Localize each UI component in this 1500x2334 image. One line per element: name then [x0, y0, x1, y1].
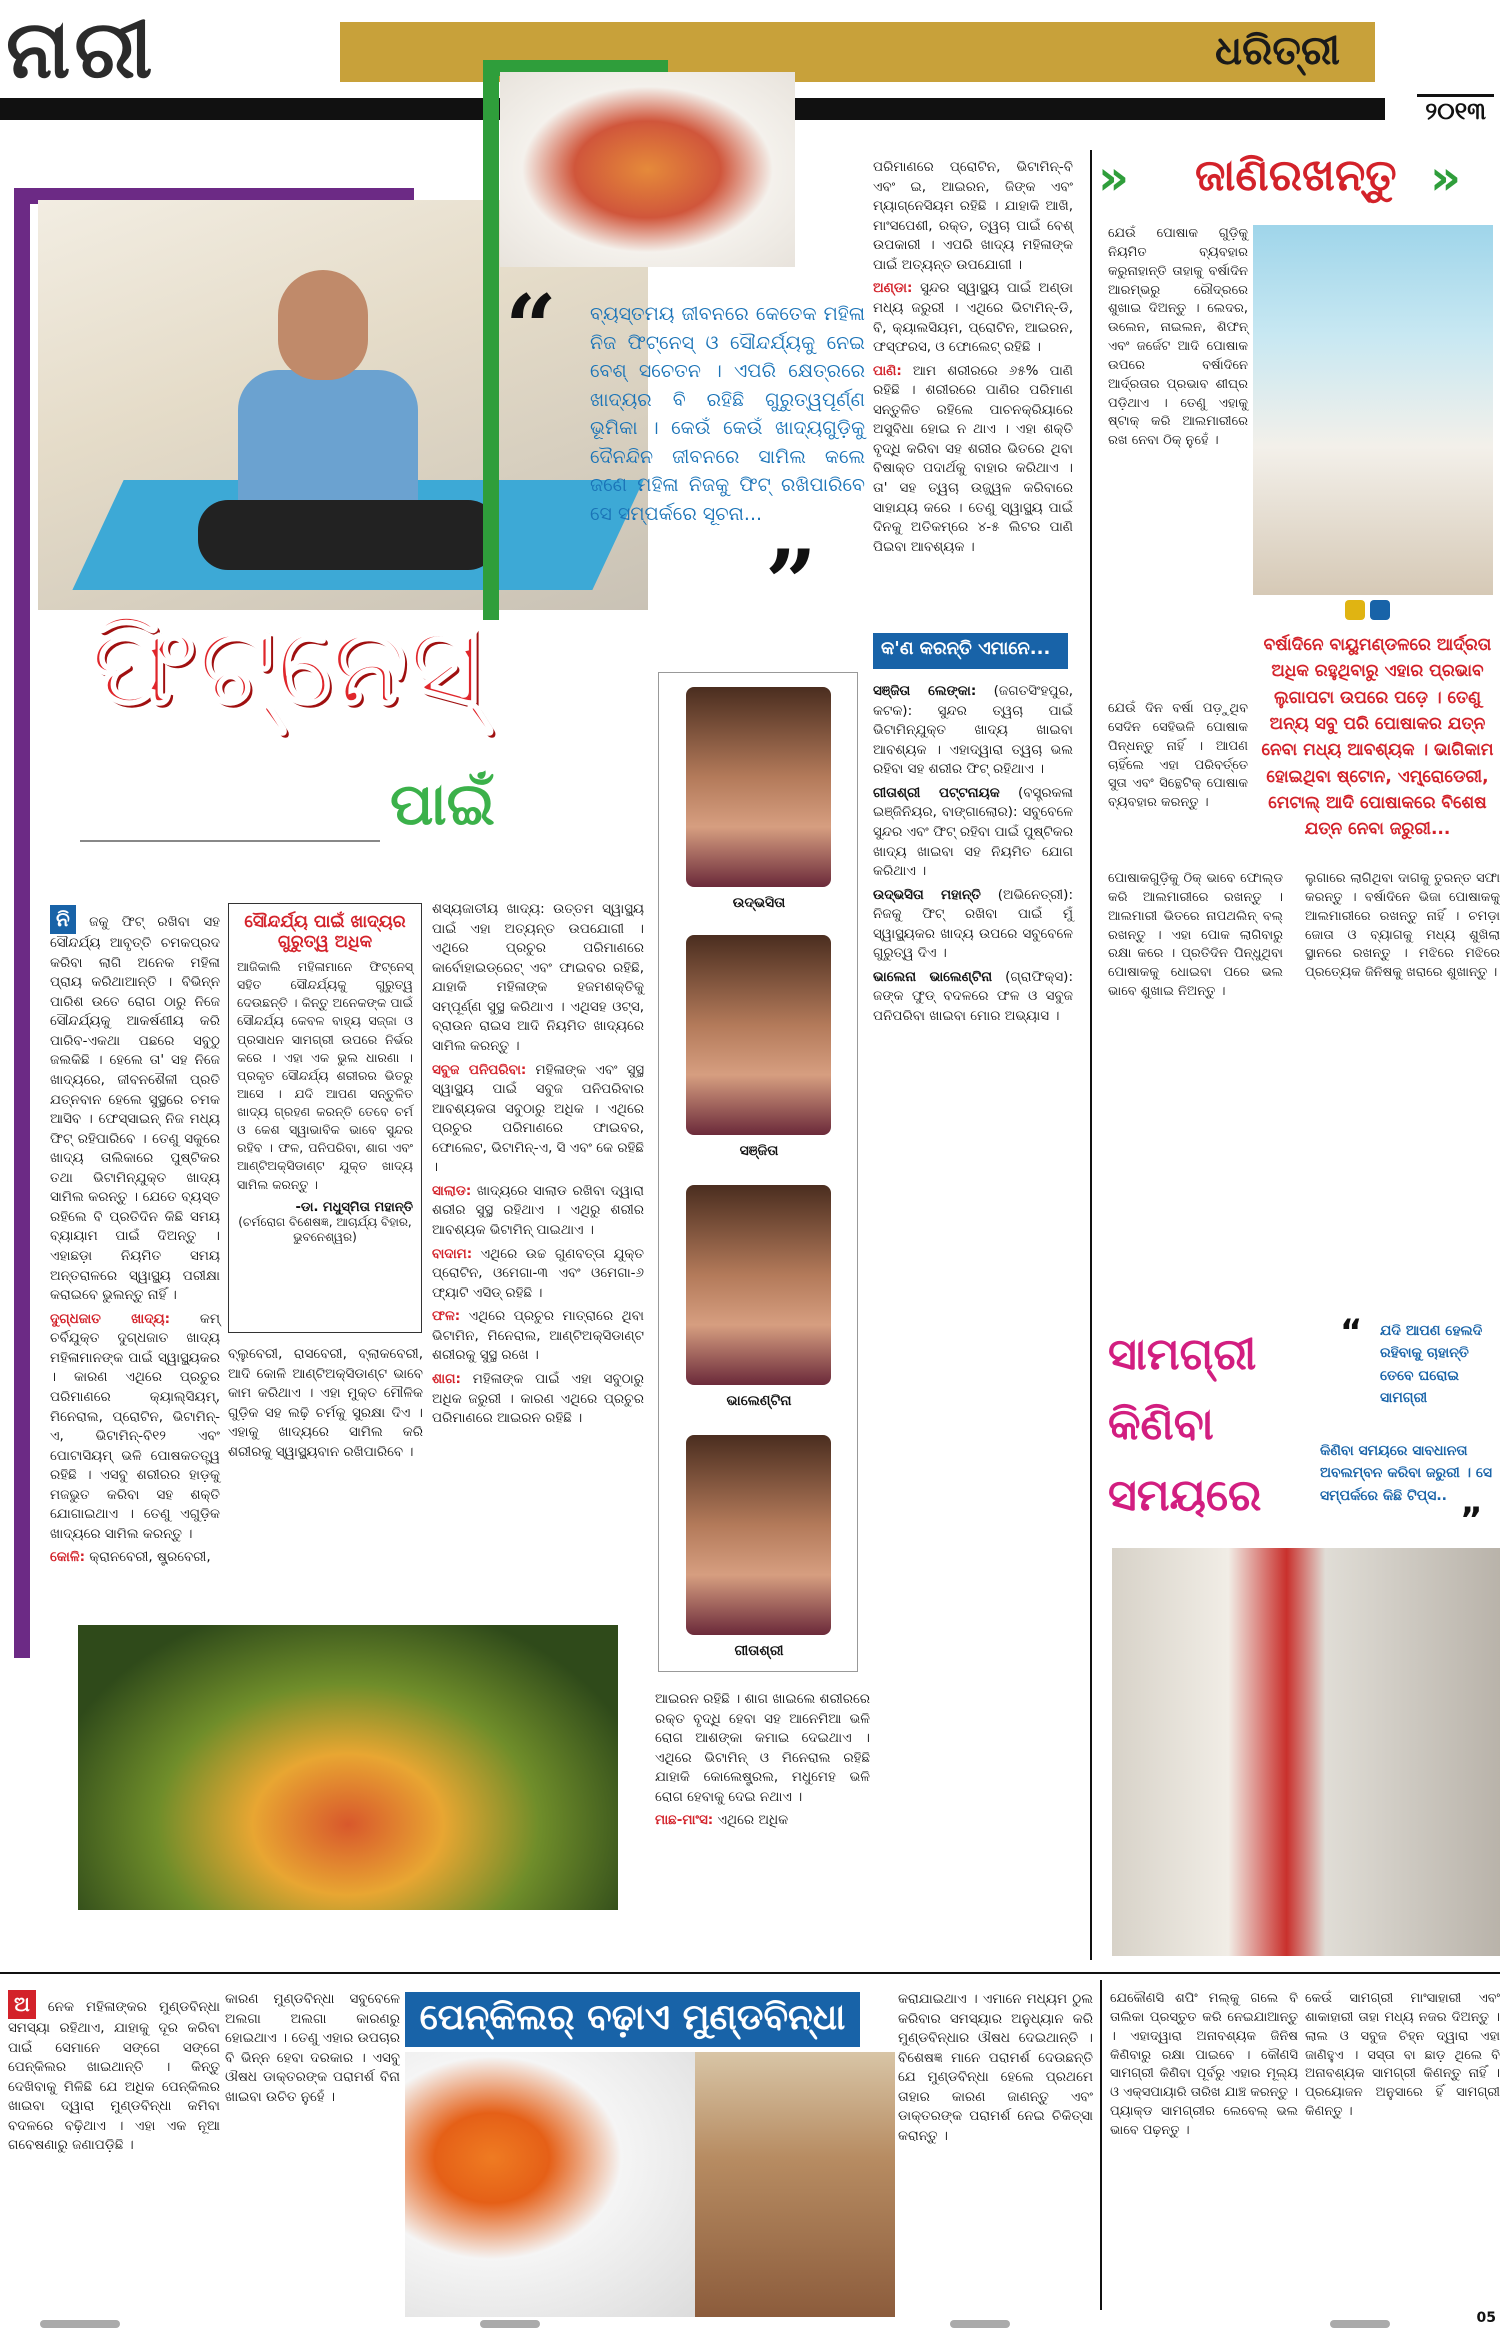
macha-label: ମାଛ-ମାଂସ: [655, 1812, 714, 1829]
article-col-1 [50, 905, 220, 1572]
jani-text-2: ଯେଉଁ ଦିନ ବର୍ଷା ପଡ଼ୁଥିବ ସେଦିନ ସେହିଭଳି ପୋଷାକ ପିନ୍ଧନ୍ତୁ ନାହିଁ । ଆପଣ ଚାହିଁଲେ ଏହା ପରିବର୍ତ୍ତେ ସୁତା ଏବଂ ସିନ୍ଥେଟିକ୍ ପୋଷାକ ବ୍ୟବହାର କରନ୍ତୁ । [1108, 701, 1248, 811]
celeb-label: ସଞ୍ଜିତା ଲେଙ୍କା: [873, 683, 977, 699]
portrait-caption: ଗୀତାଶ୍ରୀ [734, 1643, 784, 1659]
koli-label: କୋଳି: [50, 1549, 85, 1566]
chevron-right-icon: » [1430, 150, 1462, 206]
celeb-label: ଉଦ୍ଭସିତା ମହାନ୍ତି [873, 886, 981, 903]
store-photo [1112, 1548, 1500, 1956]
fruit-basket-photo [78, 1625, 618, 1910]
intro-text: ଜକୁ ଫିଟ୍ ରଖିବା ସହ ସୌନ୍ଦର୍ଯ୍ୟ ଆବୃତ୍ତି ଚମକପ୍ରଦ କରିବା ଲାଗି ଅନେକ ମହିଳା ପ୍ରାୟ କରିଥାଆନ୍ତି । ବିଭିନ୍ନ ପାରିଶ ଉତେ ରୋଗ ଠାରୁ ନିଜେ ସୌନ୍ଦର୍ଯ୍ୟକୁ ଆକର୍ଷଣୀୟ କରି ପାରିବ-ଏକଥା ପଛରେ ସବୁଠୁ ଜଲକିଛି । ହେଲେ ତା' ସହ ନିଜେ ଖାଦ୍ୟରେ, ଜୀବନଶୈଳୀ ପ୍ରତି ଯତ୍ନବାନ ହେଲେ ସୁସ୍ଥରେ ଚମକ ଆସିବ । ଫେସ୍‌ସାଇନ୍‌ ନିଜ ମଧ୍ୟ ଫିଟ୍ ରହିପାରିବେ । ତେଣୁ ସକୁରେ ଖାଦ୍ୟ ତାଲିକାରେ ପୁଷ୍ଟିକର ତଥା ଭିଟାମିନ୍‌ଯୁକ୍ତ ଖାଦ୍ୟ ସାମିଲ କରନ୍ତୁ । ଯେତେ ବ୍ୟସ୍ତ ରହିଲେ ବି ପ୍ରତିଦିନ କିଛି ସମୟ ବ୍ୟାୟାମ ପାଇଁ ଦିଅନ୍ତୁ । ଏହାଛଡ଼ା ନିୟମିତ ସମୟ ଅନ୍ତରାଳରେ ସ୍ୱାସ୍ଥ୍ୟ ପରୀକ୍ଷା କରାଇବେ ଭୁଲନ୍ତୁ ନାହିଁ । [50, 914, 220, 1304]
pills-photo [405, 2052, 695, 2317]
quote-open-icon: “ [1340, 1312, 1363, 1352]
quote-open-icon: “ [505, 275, 557, 381]
bottom-col-2: କାରଣ ମୁଣ୍ଡବିନ୍ଧା ସବୁବେଳେ ଅଲଗା ଅଲଗା କାରଣରୁ ହୋଇଥାଏ । ତେଣୁ ଏହାର ଉପଚାର ବି ଭିନ୍ନ ହେବା ଦରକାର । ଏସବୁ ଔଷଧ ଡାକ୍ତରଙ୍କ ପରାମର୍ଶ ବିନା ଖାଇବା ଉଚିତ ନୁହେଁ । [225, 1991, 400, 2105]
portrait-photo [686, 687, 831, 887]
badam-text: ଏଥିରେ ଉଚ୍ଚ ଗୁଣବତ୍ତା ଯୁକ୍ତ ପ୍ରୋଟିନ, ଓମେଗା-୩ ଏବଂ ଓମେଗା-୬ ଫ୍ୟାଟି ଏସିଡ୍ ରହିଛି । [432, 1245, 644, 1301]
koli-text: କ୍ରାନବେରୀ, ଷ୍ଟ୍ରବେରୀ, [89, 1549, 211, 1566]
mid-bottom-para: ଆଇରନ ରହିଛି । ଶାଗ ଖାଇଲେ ଶରୀରରେ ରକ୍ତ ବୃଦ୍ଧି ହେବା ସହ ଆନେମିଆ ଭଳି ରୋଗ ଆଶଙ୍କା କମାଇ ଦେଇଥାଏ । ଏଥିରେ ଭିଟାମିନ୍ ଓ ମିନେରାଲ ରହିଛି ଯାହାକି କୋଲେଷ୍ଟ୍ରଲ, ମଧୁମେହ ଭଳି ରୋଗ ହେବାକୁ ଦେଇ ନଥାଏ । [655, 1691, 870, 1805]
portrait-photo [686, 935, 831, 1135]
portrait-photo [686, 1185, 831, 1385]
samagri-intro-1: ଯଦି ଆପଣ ହେଲଦି ରହିବାକୁ ଚାହାନ୍ତି ତେବେ ଘରୋଇ ସାମଗ୍ରୀ [1380, 1323, 1483, 1407]
portrait-column [658, 672, 858, 1672]
jani-text-1: ଯେଉଁ ପୋଷାକ ଗୁଡ଼ିକୁ ନିୟମିତ ବ୍ୟବହାର କରୁନାହାନ୍ତି ତାହାକୁ ବର୍ଷାଦିନ ଆରମ୍ଭରୁ ରୌଦ୍ରରେ ଶୁଖାଇ ଦିଅନ୍ତୁ । ଲେଦର, ଉଲେନ, ନାଇଲନ, ଶିଫନ୍ ଏବଂ ଜର୍ଜେଟ ଆଦି ପୋଷାକ ଉପରେ ବର୍ଷାଦିନେ ଆର୍ଦ୍ରତାର ପ୍ରଭାବ ଶୀଘ୍ର ପଡ଼ିଥାଏ । ତେଣୁ ଏହାକୁ ଷ୍ଟାକ୍ କରି ଆଲମାରୀରେ ରଖ ନେବା ଠିକ୍ ନୁହେଁ । [1108, 226, 1248, 449]
celebs-text [873, 682, 1073, 1031]
celeb-text: (ଅଭିନେତ୍ରୀ): ନିଜକୁ ଫିଟ୍ ରଖିବା ପାଇଁ ମୁଁ ସ୍ୱାସ୍ଥ୍ୟକର ଖାଦ୍ୟ ଉପରେ ସବୁବେଳେ ଗୁରୁତ୍ୱ ଦିଏ । [873, 886, 1073, 962]
badam-label: ବାଦାମ: [432, 1245, 473, 1262]
jani-col-2: ପୋଷାକଗୁଡ଼ିକୁ ଠିକ୍ ଭାବେ ଫୋଲ୍ଡ କରି ଆଲମାରୀରେ ରଖନ୍ତୁ । ଆଲମାରୀ ଭିତରେ ନାପଥଲିନ୍ ବଲ୍ ରଖନ୍ତୁ । ଏହା ପୋକ ଲାଗିବାରୁ ରକ୍ଷା କରେ । ପ୍ରତିଦିନ ପିନ୍ଧୁଥିବା ପୋଷାକକୁ ଧୋଇବା ପରେ ଭଲ ଭାବେ ଶୁଖାଇ ନିଅନ୍ତୁ । [1108, 871, 1283, 1000]
samagri-title: ସାମଗ୍ରୀ କିଣିବା ସମୟରେ [1108, 1329, 1262, 1521]
salad-label: ସାଲାଡ: [432, 1182, 472, 1199]
jani-col-3: ଲୁଗାରେ ଲାଗିଥିବା ଦାଗକୁ ତୁରନ୍ତ ସଫା କରନ୍ତୁ । ବର୍ଷାଦିନେ ଭିଜା ପୋଷାକକୁ ଆଲମାରୀରେ ରଖନ୍ତୁ ନାହିଁ । ଚମଡ଼ା ଜୋତା ଓ ବ୍ୟାଗକୁ ମଧ୍ୟ ଶୁଖିଲା ସ୍ଥାନରେ ରଖନ୍ତୁ । ମଝିରେ ମଝିରେ ପ୍ରତ୍ୟେକ ଜିନିଷକୁ ଖରାରେ ଶୁଖାନ୍ତୁ । [1305, 871, 1500, 981]
phala-text: ଏଥିରେ ପ୍ରଚୁର ମାତ୍ରାରେ ଥିବା ଭିଟାମିନ, ମିନେରାଲ, ଆଣ୍ଟିଅକ୍ସିଡାଣ୍ଟ ଶରୀରକୁ ସୁସ୍ଥ ରଖେ । [432, 1308, 644, 1364]
portrait-caption: ଉଦ୍ଭସିତା [732, 895, 786, 911]
square-icon [1370, 600, 1390, 620]
column-divider [1100, 1980, 1102, 2310]
article-col-2b: ବ୍ଲୁବେରୀ, ରାସବେରୀ, ବ୍ଲାକବେରୀ, ଆଦି କୋଳି ଆଣ୍ଟିଅକ୍ସିଡାଣ୍ଟ ଭାବେ କାମ କରିଥାଏ । ଏହା ମୁକ୍ତ ମୌଳିକ ଗୁଡ଼ିକ ସହ ଲଢ଼ି ଚର୍ମକୁ ସୁରକ୍ଷା ଦିଏ । ଏହାକୁ ଖାଦ୍ୟରେ ସାମିଲ କରି ଶରୀରକୁ ସ୍ୱାସ୍ଥ୍ୟବାନ ରଖିପାରିବେ । [228, 1346, 423, 1460]
macha-text: ଏଥିରେ ଅଧିକ [717, 1812, 789, 1829]
square-icon [1345, 600, 1365, 620]
mid-bottom-text [655, 1690, 870, 1835]
dropcap: ଅ [8, 1990, 36, 2019]
samagri-col-1: ଯେକୌଣସି ଶପିଂ ମଲ୍‌କୁ ଗଲେ ବି ତାଲିକା ପ୍ରସ୍ତୁତ କରି ନେଇଯାଆନ୍ତୁ । ଏହାଦ୍ୱାରା ଅନାବଶ୍ୟକ ଜିନିଷ କିଣିବାରୁ ରକ୍ଷା ପାଇବେ । କୌଣସି ସାମଗ୍ରୀ କିଣିବା ପୂର୍ବରୁ ଏହାର ମୂଲ୍ୟ ଓ ଏକ୍ସପାୟାରି ତାରିଖ ଯାଞ୍ଚ କରନ୍ତୁ । ପ୍ୟାକ୍ଡ ସାମଗ୍ରୀର ଲେବେଲ୍ ଭଲ ଭାବେ ପଢ଼ନ୍ତୁ । [1110, 1991, 1298, 2138]
headline: ଫିଟ୍‌ନେସ୍ [90, 600, 483, 729]
portrait-photo [686, 1435, 831, 1635]
col-mid-text: ପରିମାଣରେ ପ୍ରୋଟିନ, ଭିଟାମିନ୍-ବି ଏବଂ ଇ, ଆଇରନ, ଜିଙ୍କ ଏବଂ ମ୍ୟାଗ୍ନେସିୟମ ରହିଛି । ଯାହାକି ଆଖି, ମାଂସପେଶୀ, ରକ୍ତ, ତ୍ୱଚା ପାଇଁ ବେଶ୍ ଉପକାରୀ । ଏପରି ଖାଦ୍ୟ ମହିଳାଙ୍କ ପାଇଁ ଅତ୍ୟନ୍ତ ଉପଯୋଗୀ । [873, 159, 1073, 273]
masthead-title: ନାରୀ [6, 2, 157, 96]
anda-text: ସୁନ୍ଦର ସ୍ୱାସ୍ଥ୍ୟ ପାଇଁ ଅଣ୍ଡା ମଧ୍ୟ ଜରୁରୀ । ଏଥିରେ ଭିଟାମିନ୍-ଡି, ବି, କ୍ୟାଲସିୟମ, ପ୍ରୋଟିନ, ଆଇରନ, ଫସ୍ଫରସ, ଓ ଫୋଲେଟ୍ ରହିଛି । [873, 280, 1073, 356]
fruit-bowl-photo [500, 72, 795, 267]
anda-label: ଅଣ୍ଡା: [873, 280, 913, 297]
sidebar-author: -ଡା. ମଧୁସ୍ମିତା ମହାନ୍ତି [295, 1199, 413, 1215]
celebs-heading: କ'ଣ କରନ୍ତି ଏମାନେ... [873, 633, 1068, 669]
bullet-dots [1345, 600, 1395, 624]
quote-close-icon: ” [1460, 1500, 1483, 1540]
pani-label: ପାଣି: [873, 362, 902, 379]
pani-text: ଆମ ଶରୀରରେ ୬୫% ପାଣି ରହିଛି । ଶରୀରରେ ପାଣିର ପରିମାଣ ସନ୍ତୁଳିତ ରହିଲେ ପାଚନକ୍ରିୟାରେ ଅସୁବିଧା ହୋଇ ନ ଥାଏ । ଏହା ଶକ୍ତି ବୃଦ୍ଧି କରିବା ସହ ଶରୀର ଭିତରେ ଥିବା ବିଷାକ୍ତ ପଦାର୍ଥକୁ ବାହାର କରିଥାଏ । ତା' ସହ ତ୍ୱଚା ଉଜ୍ଜ୍ୱଳ କରିବାରେ ସାହାଯ୍ୟ କରେ । ତେଣୁ ସ୍ୱାସ୍ଥ୍ୟ ପାଇଁ ଦିନକୁ ଅତିକମ୍‌ରେ ୪-୫ ଲିଟର ପାଣି ପିଇବା ଆବଶ୍ୟକ । [873, 362, 1073, 555]
article-col-mid [873, 158, 1073, 561]
article-col-3 [432, 900, 644, 1433]
celeb-label: ଭାଲେନା ଭାଲେଣ୍ଟିନା [873, 968, 993, 985]
phala-label: ଫଳ: [432, 1308, 461, 1325]
sidebar-text: ଆଜିକାଲି ମହିଳାମାନେ ଫିଟ୍‌ନେସ୍ ସହିତ ସୌନ୍ଦର୍ଯ୍ୟକୁ ଗୁରୁତ୍ୱ ଦେଉଛନ୍ତି । କିନ୍ତୁ ଅନେକଙ୍କ ପାଇଁ ସୌନ୍ଦର୍ଯ୍ୟ କେବଳ ବାହ୍ୟ ସଜ୍ଜା ଓ ପ୍ରସାଧନ ସାମଗ୍ରୀ ଉପରେ ନିର୍ଭର କରେ । ଏହା ଏକ ଭୁଲ ଧାରଣା । ପ୍ରକୃତ ସୌନ୍ଦର୍ଯ୍ୟ ଶରୀରର ଭିତରୁ ଆସେ । ଯଦି ଆପଣ ସନ୍ତୁଳିତ ଖାଦ୍ୟ ଗ୍ରହଣ କରନ୍ତି ତେବେ ଚର୍ମ ଓ କେଶ ସ୍ୱାଭାବିକ ଭାବେ ସୁନ୍ଦର ରହିବ । ଫଳ, ପନିପରିବା, ଶାଗ ଏବଂ ଆଣ୍ଟିଅକ୍ସିଡାଣ୍ଟ ଯୁକ୍ତ ଖାଦ୍ୟ ସାମିଲ କରନ୍ତୁ । [237, 959, 413, 1192]
headache-photo [695, 2052, 895, 2317]
dugdha-label: ଦୁଗ୍ଧଜାତ ଖାଦ୍ୟ: [50, 1310, 171, 1327]
sabuja-label: ସବୁଜ ପନିପରିବା: [432, 1061, 527, 1078]
quote-close-icon: ” [765, 530, 817, 636]
bottom-col-1 [8, 1990, 220, 2156]
closet-photo [1253, 225, 1493, 595]
painkiller-heading: ପେନ୍‌କିଲର୍ ବଢ଼ାଏ ମୁଣ୍ଡବିନ୍ଧା [405, 1992, 860, 2047]
sidebar-heading: ସୌନ୍ଦର୍ଯ୍ୟ ପାଇଁ ଖାଦ୍ୟର ଗୁରୁତ୍ୱ ଅଧିକ [244, 912, 406, 952]
column-divider [1090, 150, 1092, 1960]
portrait-caption: ଭାଲେଣ୍ଟିନା [726, 1393, 792, 1409]
footer-bar [0, 2314, 1500, 2334]
samagri-intro-2: କିଣିବା ସମୟରେ ସାବଧାନତା ଅବଲମ୍ବନ କରିବା ଜରୁରୀ । ସେ ସମ୍ପର୍କରେ କିଛି ଟିପ୍ସ.. [1320, 1443, 1493, 1504]
sidebar-role: (ଚର୍ମରୋଗ ବିଶେଷଜ୍ଞ, ଆଚାର୍ଯ୍ୟ ବିହାର, ଭୁବନେଶ୍ୱର) [238, 1214, 412, 1244]
celeb-label: ଗୀତାଶ୍ରୀ ପଟ୍ଟନାୟକ [873, 784, 1000, 801]
dropcap: ନି [50, 905, 76, 934]
pull-quote: ବ୍ୟସ୍ତମୟ ଜୀବନରେ କେତେକ ମହିଳା ନିଜ ଫିଟ୍‌ନେସ୍ ଓ ସୌନ୍ଦର୍ଯ୍ୟକୁ ନେଇ ବେଶ୍ ସଚେତନ । ଏପରି କ୍ଷେତ୍ରରେ ଖାଦ୍ୟର ବି ରହିଛି ଗୁରୁତ୍ୱପୂର୍ଣ୍ଣ ଭୂମିକା । କେଉଁ କେଉଁ ଖାଦ୍ୟଗୁଡ଼ିକୁ ଦୈନନ୍ଦିନ ଜୀବନରେ ସାମିଲ କଲେ ଜଣେ ମହିଳା ନିଜକୁ ଫିଟ୍ ରଖିପାରିବେ ସେ ସମ୍ପର୍କରେ ସୂଚନା... [590, 303, 865, 525]
shaga-text: ମହିଳାଙ୍କ ପାଇଁ ଏହା ସବୁଠାରୁ ଅଧିକ ଜରୁରୀ । କାରଣ ଏଥିରେ ପ୍ରଚୁର ପରିମାଣରେ ଆଇରନ ରହିଛି । [432, 1370, 644, 1427]
shaga-label: ଶାଗ: [432, 1370, 461, 1387]
sabuja-text: ମହିଳାଙ୍କ ଏବଂ ସୁସ୍ଥ ସ୍ୱାସ୍ଥ୍ୟ ପାଇଁ ସବୁଜ ପନିପରିବାର ଆବଶ୍ୟକତା ସବୁଠାରୁ ଅଧିକ । ଏଥିରେ ପ୍ରଚୁର ପରିମାଣରେ ଫାଇବର, ଫୋଲେଟ, ଭିଟାମିନ୍-ଏ, ସି ଏବଂ କେ ରହିଛି । [432, 1061, 644, 1176]
jani-callout: ବର୍ଷାଦିନେ ବାୟୁମଣ୍ଡଳରେ ଆର୍ଦ୍ରତା ଅଧିକ ରହୁଥିବାରୁ ଏହାର ପ୍ରଭାବ ଲୁଗାପଟା ଉପରେ ପଡ଼େ । ତେଣୁ ଅନ୍ୟ ସବୁ ପରି ପୋଷାକର ଯତ୍ନ ନେବା ମଧ୍ୟ ଆବଶ୍ୟକ । ଭାଗିକାମ ହୋଇଥିବା ଷ୍ଟୋନ, ଏମ୍ବ୍ରୋଡେରୀ, ମେଟାଲ୍ ଆଦି ପୋଷାକରେ ବିଶେଷ ଯତ୍ନ ନେବା ଜରୁରୀ... [1261, 635, 1494, 840]
celeb-text: (ବସ୍ତ୍ରକଳା ଇଞ୍ଜିନିୟର, ବାଙ୍ଗାଲୋର): ସବୁବେଳେ ସୁନ୍ଦର ଏବଂ ଫିଟ୍ ରହିବା ପାଇଁ ପୁଷ୍ଟିକର ଖାଦ୍ୟ ଖାଇବା ସହ ନିୟମିତ ଯୋଗ କରିଥାଏ । [873, 784, 1073, 880]
portrait-caption: ସଞ୍ଜିତା [739, 1143, 779, 1159]
section-rule [0, 1972, 1500, 1974]
headline-sub: ପାଇଁ [390, 770, 495, 838]
celeb-text: (ଜଗତସିଂହପୁର, କଟକ): ସୁନ୍ଦର ତ୍ୱଚା ପାଇଁ ଭିଟାମିନ୍‌ଯୁକ୍ତ ଖାଦ୍ୟ ଖାଇବା ଆବଶ୍ୟକ । ଏହାଦ୍ୱାରା ତ୍ୱଚା ଭଲ ରହିବା ସହ ଶରୀର ଫିଟ୍ ରହିଥାଏ । [873, 683, 1073, 778]
section-tag: ଧରିତ୍ରୀ [1215, 28, 1340, 74]
dugdha-text: କମ୍ ଚର୍ବିଯୁକ୍ତ ଦୁଗ୍ଧଜାତ ଖାଦ୍ୟ ମହିଳାମାନଙ୍କ ପାଇଁ ସ୍ୱାସ୍ଥ୍ୟକର । କାରଣ ଏଥିରେ ପ୍ରଚୁର ପରିମାଣରେ କ୍ୟାଲ୍‌ସିୟମ୍, ମିନେରାଲ, ପ୍ରୋଟିନ, ଭିଟାମିନ୍-ଏ, ଭିଟାମିନ୍-ବି୧୨ ଏବଂ ପୋଟାସିୟମ୍ ଭଳି ପୋଷକତତ୍ତ୍ୱ ରହିଛି । ଏସବୁ ଶରୀରର ହାଡ଼କୁ ମଜଭୁତ କରିବା ସହ ଶକ୍ତି ଯୋଗାଇଥାଏ । ତେଣୁ ଏଗୁଡ଼ିକ ଖାଦ୍ୟରେ ସାମିଲ କରନ୍ତୁ । [50, 1310, 220, 1542]
celeb-text: (ଗ୍ରାଫିକ୍‌ସ): ଜଙ୍କ ଫୁଡ୍ ବଦଳରେ ଫଳ ଓ ସବୁଜ ପନିପରିବା ଖାଇବା ମୋର ଅଭ୍ୟାସ । [873, 968, 1073, 1024]
col3-text: ଶସ୍ୟଜାତୀୟ ଖାଦ୍ୟ: ଉତ୍ତମ ସ୍ୱାସ୍ଥ୍ୟ ପାଇଁ ଏହା ଅତ୍ୟନ୍ତ ଉପଯୋଗୀ । ଏଥିରେ ପ୍ରଚୁର ପରିମାଣରେ କାର୍ବୋହାଇଡ୍ରେଟ୍ ଏବଂ ଫାଇବର ରହିଛି, ଯାହାକି ମହିଳାଙ୍କ ହଜମଶକ୍ତିକୁ ସମ୍ପୂର୍ଣ୍ଣ ସୁସ୍ଥ କରିଥାଏ । ଏଥିସହ ଓଟ୍ସ, ବ୍ରାଉନ ରାଇସ ଆଦି ନିୟମିତ ଖାଦ୍ୟରେ ସାମିଲ କରନ୍ତୁ । [432, 901, 644, 1054]
headline-rule [80, 840, 380, 842]
page-number: 05 [1476, 2310, 1496, 2326]
salad-text: ଖାଦ୍ୟରେ ସାଲାଡ ରଖିବା ଦ୍ୱାରା ଶରୀର ସୁସ୍ଥ ରହିଥାଏ । ଏଥିରୁ ଶରୀର ଆବଶ୍ୟକ ଭିଟାମିନ୍ ପାଇଥାଏ । [432, 1182, 645, 1238]
bottom-col1-text: ନେକ ମହିଳାଙ୍କର ମୁଣ୍ଡବିନ୍ଧା ସମସ୍ୟା ରହିଥାଏ, ଯାହାକୁ ଦୂର କରିବା ପାଇଁ ସେମାନେ ସଙ୍ଗେ ସଙ୍ଗେ ପେନ୍‌କିଲର ଖାଇଥାନ୍ତି । କିନ୍ତୁ ଦେଖିବାକୁ ମିଳିଛି ଯେ ଅଧିକ ପେନ୍‌କିଲର ଖାଇବା ଦ୍ୱାରା ମୁଣ୍ଡବିନ୍ଧା କମିବା ବଦଳରେ ବଢ଼ିଥାଏ । ଏହା ଏକ ନୂଆ ଗବେଷଣାରୁ ଜଣାପଡ଼ିଛି । [8, 1999, 220, 2154]
bottom-col-3: କରାଯାଇଥାଏ । ଏମାନେ ମଧ୍ୟମ ଠୁଲ କରିବାର ସମସ୍ୟାର ଅନୁଧ୍ୟାନ କରି ମୁଣ୍ଡବିନ୍ଧାର ଔଷଧ ଦେଇଥାନ୍ତି । ବିଶେଷଜ୍ଞ ମାନେ ପରାମର୍ଶ ଦେଉଛନ୍ତି ଯେ ମୁଣ୍ଡବିନ୍ଧା ହେଲେ ପ୍ରଥମେ ତାହାର କାରଣ ଜାଣନ୍ତୁ ଏବଂ ଡାକ୍ତରଙ୍କ ପରାମର୍ଶ ନେଇ ଚିକିତ୍ସା କରାନ୍ତୁ । [898, 1991, 1093, 2144]
samagri-col-2: କେଉଁ ସାମଗ୍ରୀ ମାଂସାହାରୀ ଏବଂ ଶାକାହାରୀ ତାହା ମଧ୍ୟ ନଜର ଦିଅନ୍ତୁ । ଲାଲ ଓ ସବୁଜ ଚିହ୍ନ ଦ୍ୱାରା ଏହା ଜାଣିହୁଏ । ସସ୍ତା ବା ଛାଡ଼ ଥିଲେ ବି ଅନାବଶ୍ୟକ ସାମଗ୍ରୀ କିଣନ୍ତୁ ନାହିଁ । ପ୍ରୟୋଜନ ଅନୁସାରେ ହିଁ ସାମଗ୍ରୀ କିଣନ୍ତୁ । [1305, 1991, 1500, 2120]
year-label: ୨୦୧୩ [1417, 94, 1494, 125]
chevron-right-icon: » [1098, 150, 1130, 206]
jani-title: ଜାଣିରଖନ୍ତୁ [1195, 150, 1397, 201]
expert-sidebar [228, 903, 422, 1333]
